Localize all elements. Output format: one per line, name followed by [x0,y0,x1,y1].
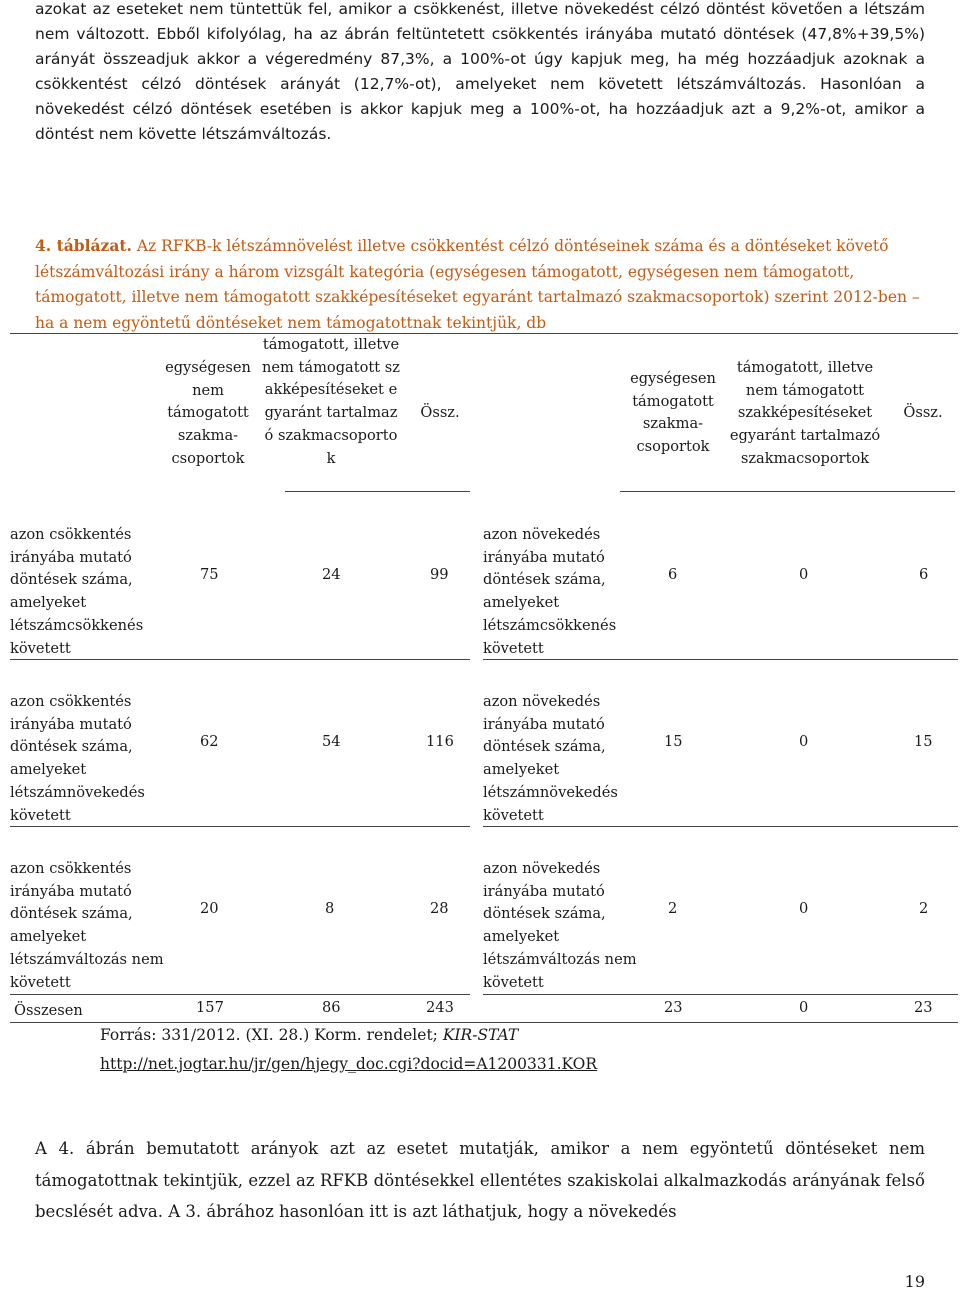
row3-left-value1: 20 [200,900,219,917]
page-number: 19 [904,1272,925,1291]
row1-right-value2: 0 [799,566,809,583]
total-right-value1: 23 [664,999,683,1016]
row1-rule-right [483,659,958,660]
row1-right-value1: 6 [668,566,678,583]
row1-left-label: azon csökkentés irányába mutató döntések száma, amelyeket létszámcsökkenés követett [10,526,144,657]
row3-right-value1: 2 [668,900,678,917]
header-rule-left [285,491,470,492]
header-left-total: Össz. [420,404,460,421]
source-line [100,1026,518,1044]
row2-rule-left [10,826,470,827]
row1-right-label: azon növekedés irányába mutató döntések száma, amelyeket létszámcsökkenés követett [483,526,617,657]
row3-right-total: 2 [919,900,929,917]
bottom-paragraph: A 4. ábrán bemutatott arányok azt az esetet mutatják, amikor a nem egyöntetű döntéseket nem támogatottnak tekintjük, ezzel az RFKB döntésekkel ellentétes szakiskolai alkalmazkodás arányának felső becslését adva. A 3. ábrához hasonlóan itt is azt láthatjuk, hogy a növekedés [35,1139,925,1221]
total-right-value2: 0 [799,999,809,1016]
table-caption [35,233,923,336]
row1-left-value2: 24 [322,566,341,583]
row2-left-total: 116 [426,733,454,750]
row2-right-total: 15 [914,733,933,750]
header-right-col1: egységesen támogatott szakma-csoportok [630,370,716,456]
total-right-total: 23 [914,999,933,1016]
row2-right-value2: 0 [799,733,809,750]
caption-label: 4. táblázat. [35,236,132,255]
table-top-rule [10,333,958,334]
source-link-line [100,1055,597,1073]
row2-rule-right [483,826,958,827]
table-bottom-rule [10,1022,958,1023]
row3-rule-left [10,994,470,995]
row3-left-value2: 8 [325,900,335,917]
row3-rule-right [483,994,958,995]
row2-left-value1: 62 [200,733,219,750]
header-left-col1: egységesen nem támogatott szakma-csoportok [165,359,251,467]
intro-paragraph: azokat az eseteket nem tüntettük fel, amikor a csökkenést, illetve növekedést célzó döntést követően a létszám nem változott. Ebből kifolyólag, ha az ábrán feltüntetett csökkentés irányába mutató döntések (47,8%+39,5%) arányát összeadjuk akkor a végeredmény 87,3%, a 100%-ot úgy kapjuk meg, ha még hozzáadjuk azoknak a csökkentést célzó döntések arányát (12,7%-ot), amelyeket nem követett létszámváltozás. Hasonlóan a növekedést célzó döntések esetében is akkor kapjuk meg a 100%-ot, ha hozzáadjuk azt a 9,2%-ot, amikor a döntést nem követte létszámváltozás. [35,0,925,143]
header-right-col2: támogatott, illetve nem támogatott szakképesítéseket egyaránt tartalmazó szakmacsoportok [729,359,881,467]
total-label: Összesen [14,1002,83,1019]
row1-right-total: 6 [919,566,929,583]
row2-right-label: azon növekedés irányába mutató döntések száma, amelyeket létszámnövekedés követett [483,693,618,824]
total-left-total: 243 [426,999,454,1016]
total-left-value1: 157 [196,999,224,1016]
row2-left-value2: 54 [322,733,341,750]
row1-left-value1: 75 [200,566,219,583]
row3-right-value2: 0 [799,900,809,917]
source-text: Forrás: 331/2012. (XI. 28.) Korm. rendelet; [100,1026,443,1044]
row2-left-label: azon csökkentés irányába mutató döntések száma, amelyeket létszámnövekedés követett [10,693,145,824]
source-italic: KIR-STAT [442,1026,519,1044]
caption-text: Az RFKB-k létszámnövelést illetve csökkentést célzó döntéseinek száma és a döntéseket követő létszámváltozási irány a három vizsgált kategória (egységesen támogatott, egységesen nem támogatott, támogatott, illetve nem támogatott szakképesítéseket egyaránt tartalmazó szakmacsoportok) szerint 2012-ben – ha a nem egyöntetű döntéseket nem támogatottnak tekintjük, db [35,237,920,332]
row3-left-total: 28 [430,900,449,917]
source-link[interactable]: http://net.jogtar.hu/jr/gen/hjegy_doc.cgi?docid=A1200331.KOR [100,1055,598,1073]
header-right-total: Össz. [903,404,943,421]
row1-rule-left [10,659,470,660]
row3-left-label: azon csökkentés irányába mutató döntések száma, amelyeket létszámváltozás nem követett [10,860,164,991]
row2-right-value1: 15 [664,733,683,750]
header-rule-right [620,491,955,492]
header-left-col2: támogatott, illetve nem támogatott szakképesítéseket egyaránt tartalmazó szakmacsoportok [262,336,400,467]
total-left-value2: 86 [322,999,341,1016]
row3-right-label: azon növekedés irányába mutató döntések száma, amelyeket létszámváltozás nem követett [483,860,637,991]
row1-left-total: 99 [430,566,449,583]
